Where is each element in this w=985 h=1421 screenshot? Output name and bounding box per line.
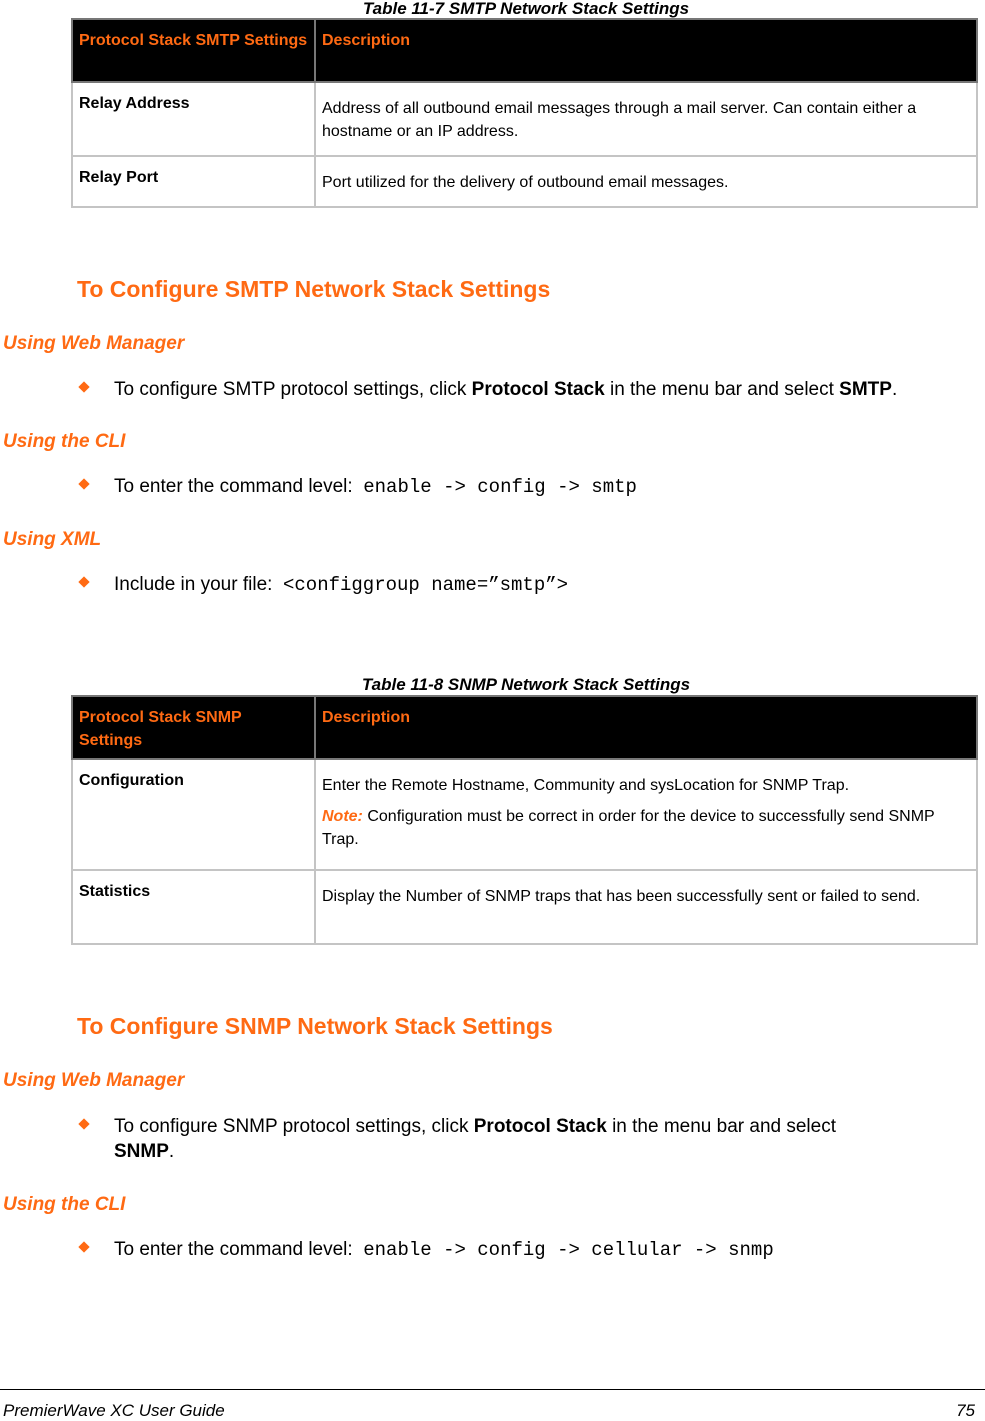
note-text: Configuration must be correct in order for the device to successfully send SNMP Trap. — [322, 808, 935, 848]
table-header-setting: Protocol Stack SNMP Settings — [72, 696, 315, 759]
setting-name: Statistics — [72, 870, 315, 944]
bullet-icon — [78, 381, 89, 392]
cli-instruction: To enter the command level: enable -> config -> cellular -> snmp — [114, 1239, 774, 1261]
setting-name: Configuration — [72, 759, 315, 870]
bullet-icon — [78, 1241, 89, 1252]
setting-description: Display the Number of SNMP traps that has been successfully sent or failed to send. — [315, 870, 977, 944]
bullet-icon — [78, 576, 89, 587]
snmp-settings-table — [71, 695, 978, 945]
table-header-row — [72, 696, 977, 759]
table-row — [72, 82, 977, 156]
table-row — [72, 870, 977, 944]
setting-description — [315, 759, 977, 870]
cli-command: enable -> config -> smtp — [363, 476, 637, 498]
web-manager-instruction: To configure SMTP protocol settings, click Protocol Stack in the menu bar and select SMTP. — [114, 379, 898, 400]
xml-instruction: Include in your file: <configgroup name=”smtp”> — [114, 574, 569, 596]
description-text: Enter the Remote Hostname, Community and sysLocation for SNMP Trap. — [322, 777, 850, 794]
subheading-xml: Using XML — [3, 529, 102, 550]
setting-description: Address of all outbound email messages through a mail server. Can contain either a hostname or an IP address. — [315, 82, 977, 156]
xml-code: <configgroup name=”smtp”> — [282, 574, 569, 596]
snmp-table-caption: Table 11-8 SNMP Network Stack Settings — [361, 675, 691, 694]
table-header-row — [72, 19, 977, 82]
section-heading: To Configure SMTP Network Stack Settings — [77, 276, 551, 302]
cli-command: enable -> config -> cellular -> snmp — [363, 1239, 774, 1261]
subheading-web-manager: Using Web Manager — [3, 333, 185, 354]
subheading-cli: Using the CLI — [3, 431, 126, 452]
section-heading: To Configure SNMP Network Stack Settings — [77, 1013, 553, 1039]
setting-name: Relay Port — [72, 156, 315, 207]
bullet-icon — [78, 1118, 89, 1129]
smtp-table-caption: Table 11-7 SMTP Network Stack Settings — [362, 0, 690, 18]
table-header-description: Description — [315, 696, 977, 759]
subheading-cli: Using the CLI — [3, 1194, 126, 1215]
subheading-web-manager: Using Web Manager — [3, 1070, 185, 1091]
setting-name: Relay Address — [72, 82, 315, 156]
table-header-description: Description — [315, 19, 977, 82]
footer-title: PremierWave XC User Guide — [3, 1401, 225, 1420]
footer-divider — [0, 1389, 985, 1390]
note-label: Note: — [322, 808, 363, 825]
smtp-settings-table — [71, 18, 978, 208]
bullet-icon — [78, 478, 89, 489]
cli-instruction: To enter the command level: enable -> config -> smtp — [114, 476, 637, 498]
page-number: 75 — [956, 1401, 975, 1420]
web-manager-instruction: To configure SNMP protocol settings, click Protocol Stack in the menu bar and select SNMP. — [114, 1116, 836, 1162]
setting-description: Port utilized for the delivery of outbound email messages. — [315, 156, 977, 207]
table-row — [72, 759, 977, 870]
table-row — [72, 156, 977, 207]
description-note — [322, 805, 970, 851]
table-header-setting: Protocol Stack SMTP Settings — [72, 19, 315, 82]
